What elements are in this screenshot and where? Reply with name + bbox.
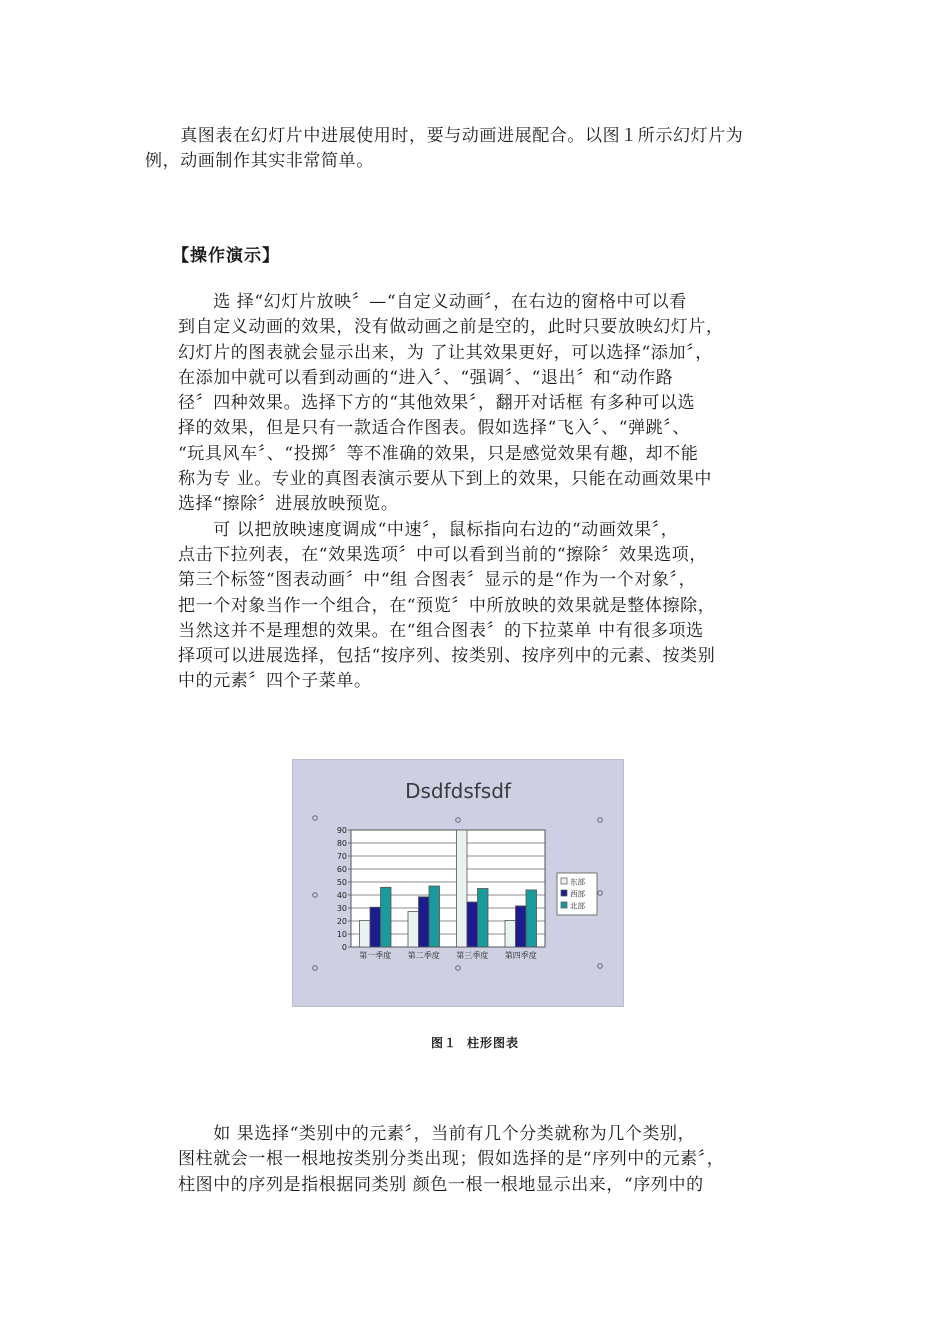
y-tick-label: 10 xyxy=(336,930,347,939)
figure-caption xyxy=(0,1034,950,1051)
bar xyxy=(516,906,527,947)
text-line: 选择“擦除〞进展放映预览。 xyxy=(178,494,399,515)
chart-title: Dsdfdsfsdf xyxy=(405,779,511,803)
operation-paragraph xyxy=(178,290,724,695)
text-line: 称为专 业。专业的真图表演示要从下到上的效果，只能在动画效果中 xyxy=(178,469,713,490)
bar xyxy=(360,920,371,947)
selection-handle xyxy=(456,966,461,971)
x-tick-label: 第三季度 xyxy=(456,951,489,960)
text-line: 选 择“幻灯片放映〞—“自定义动画〞，在右边的窗格中可以看 xyxy=(178,292,687,312)
selection-handle xyxy=(598,891,603,896)
bar-chart-figure xyxy=(292,759,624,1007)
text-line: 第三个标签“图表动画〞中“组 合图表〞显示的是“作为一个对象〞， xyxy=(178,570,697,591)
text-line: 图柱就会一根一根地按类别分类出现；假如选择的是“序列中的元素〞， xyxy=(178,1149,725,1170)
text-line: 中的元素〞四个子菜单。 xyxy=(178,671,372,692)
bar xyxy=(526,890,537,947)
y-tick-label: 20 xyxy=(336,917,347,926)
selection-handle xyxy=(313,966,318,971)
bar xyxy=(467,902,478,947)
legend-label: 西部 xyxy=(570,889,585,899)
bar-chart xyxy=(293,760,623,1006)
text-line: 到自定义动画的效果，没有做动画之前是空的，此时只要放映幻灯片， xyxy=(178,317,724,338)
legend-swatch xyxy=(561,902,567,908)
text-line: 幻灯片的图表就会显示出来，为 了让其效果更好，可以选择“添加〞， xyxy=(178,342,713,363)
x-tick-label: 第四季度 xyxy=(504,951,537,960)
text-line: 真图表在幻灯片中进展使用时，要与动画进展配合。以图１所示幻灯片为 xyxy=(145,126,744,146)
legend-label: 北部 xyxy=(570,901,585,911)
caption-text: 柱形图表 xyxy=(467,1036,520,1050)
text-line: 点击下拉列表，在“效果选项〞中可以看到当前的“擦除〞效果选项， xyxy=(178,544,707,565)
text-line: 当然这并不是理想的效果。在“组合图表〞的下拉菜单 中有很多项选 xyxy=(178,620,704,641)
intro-paragraph xyxy=(145,124,743,175)
y-tick-label: 50 xyxy=(336,878,347,887)
text-line: 径〞四种效果。选择下方的“其他效果〞，翻开对话框 有多种可以选 xyxy=(178,393,696,414)
selection-handle xyxy=(313,816,318,821)
y-tick-label: 40 xyxy=(336,891,347,900)
followup-paragraph xyxy=(178,1122,724,1198)
text-line: 如 果选择“类别中的元素〞，当前有几个分类就称为几个类别， xyxy=(178,1124,696,1144)
text-line: 把一个对象当作一个组合，在“预览〞中所放映的效果就是整体擦除， xyxy=(178,595,716,616)
section-heading: 【操作演示】 xyxy=(172,246,280,266)
bar xyxy=(457,830,468,947)
bar xyxy=(408,911,419,947)
selection-handle xyxy=(598,964,603,969)
y-tick-label: 90 xyxy=(336,826,347,835)
legend-swatch xyxy=(561,890,567,896)
x-tick-label: 第一季度 xyxy=(359,951,392,960)
bar xyxy=(381,887,392,947)
text-line: “玩具风车〞、“投掷〞等不准确的效果，只是感觉效果有趣，却不能 xyxy=(178,443,699,464)
caption-number: 图１ xyxy=(430,1036,457,1050)
y-tick-label: 80 xyxy=(336,839,347,848)
selection-handle xyxy=(313,893,318,898)
bar xyxy=(505,920,516,947)
y-tick-label: 30 xyxy=(336,904,347,913)
text-line: 在添加中就可以看到动画的“进入〞、“强调〞、“退出〞和“动作路 xyxy=(178,367,674,388)
bar xyxy=(429,886,440,947)
bar xyxy=(370,907,381,947)
text-line: 例，动画制作其实非常简单。 xyxy=(145,151,374,172)
selection-handle xyxy=(456,818,461,823)
text-line: 柱图中的序列是指根据同类别 颜色一根一根地显示出来，“序列中的 xyxy=(178,1174,704,1195)
y-tick-label: 60 xyxy=(336,865,347,874)
legend-swatch xyxy=(561,878,567,884)
text-line: 择项可以进展选择，包括“按序列、按类别、按序列中的元素、按类别 xyxy=(178,646,716,667)
selection-handle xyxy=(598,818,603,823)
text-line: 可 以把放映速度调成“中速〞，鼠标指向右边的“动画效果〞， xyxy=(178,519,679,540)
bar xyxy=(478,889,489,948)
x-tick-label: 第二季度 xyxy=(407,951,440,960)
text-line: 择的效果，但是只有一款适合作图表。假如选择“飞入〞、“弹跳〞、 xyxy=(178,418,690,439)
y-tick-label: 70 xyxy=(336,852,347,861)
legend-label: 东部 xyxy=(570,877,585,887)
y-tick-label: 0 xyxy=(341,943,347,952)
bar xyxy=(419,897,430,947)
